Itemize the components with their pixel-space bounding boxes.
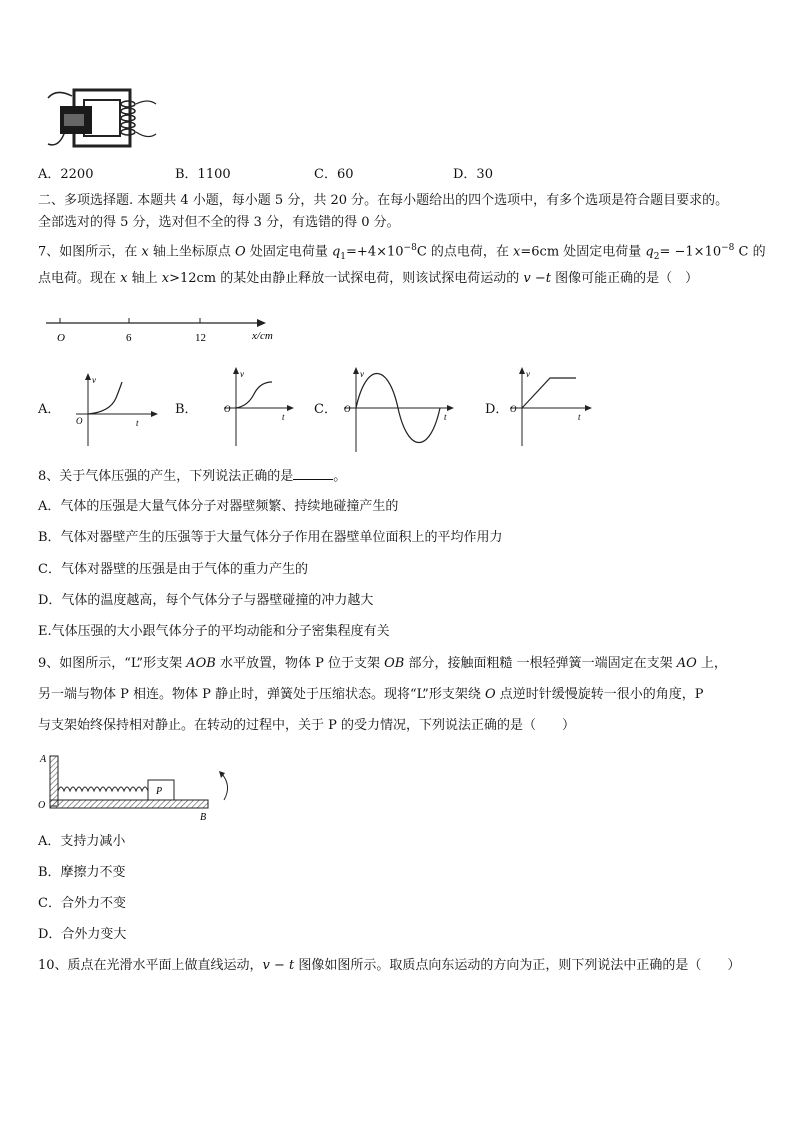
q7-graph-a — [72, 372, 162, 452]
q8-option-a[interactable]: A．气体的压强是大量气体分子对器壁频繁、持续地碰撞产生的 — [38, 499, 399, 514]
q7-var: x — [120, 271, 128, 286]
q7-text: 轴上坐标原点 — [148, 244, 236, 260]
q8-option-e[interactable]: E.气体压强的大小跟气体分子的平均动能和分子密集程度有关 — [38, 624, 390, 639]
q7-graph-d — [506, 366, 598, 452]
q9-text: 另一端与物体 P 相连。物体 P 静止时，弹簧处于压缩状态。现将“L”形支架绕 — [38, 687, 485, 702]
axis-unit-label: x/cm — [252, 330, 273, 342]
q6-option-d[interactable]: D．30 — [453, 167, 493, 182]
q7-text: = −1×10 — [659, 244, 722, 260]
q7-stem-line1 — [38, 239, 766, 266]
q9-var: O — [484, 687, 496, 702]
label-p: P — [156, 786, 163, 797]
q10-var: v − t — [262, 958, 295, 973]
q7-text: C 的点电荷，在 — [416, 244, 514, 260]
q7-option-d[interactable]: D． — [485, 402, 509, 417]
q9-stem-line3: 与支架始终保持相对静止。在转动的过程中，关于 P 的受力情况，下列说法正确的是（ ） — [38, 718, 576, 733]
q8-option-d[interactable]: D．气体的温度越高，每个气体分子与器壁碰撞的冲力越大 — [38, 593, 374, 608]
graph-t-label: t — [136, 418, 139, 428]
q6-option-b[interactable]: B．1100 — [175, 167, 231, 182]
q7-text: >12cm 的某处由静止释放一试探电荷，则该试探电荷运动的 — [169, 271, 524, 286]
q7-graph-b — [220, 366, 300, 452]
q7-text: 如图所示，在 — [59, 244, 142, 260]
q7-var: v — [523, 271, 531, 286]
q8-text: 。 — [333, 469, 347, 484]
q7-stem-line2 — [38, 270, 698, 288]
q7-exp: −8 — [721, 243, 735, 253]
x-axis-arrow-icon — [257, 319, 266, 327]
answer-blank[interactable] — [293, 467, 333, 480]
q7-text: =6cm 处固定电荷量 — [520, 244, 646, 260]
q9-text: 部分，接触面粗糙 一根轻弹簧一端固定在支架 — [404, 656, 677, 671]
axis-label-6: 6 — [126, 332, 132, 344]
q7-option-a[interactable]: A． — [38, 402, 61, 417]
label-b: B — [200, 812, 207, 822]
graph-t-label: t — [444, 412, 447, 422]
q9-l-bracket-figure — [36, 748, 246, 822]
q10-text: 10、质点在光滑水平面上做直线运动， — [38, 958, 263, 973]
section2-instruction-line1: 二、多项选择题. 本题共 4 小题，每小题 5 分，共 20 分。在每小题给出的四个选项中，有多个选项是符合题目要求的。 — [38, 193, 729, 208]
q7-option-b[interactable]: B． — [175, 402, 198, 417]
q9-option-a[interactable]: A．支持力减小 — [38, 834, 126, 849]
q6-option-c[interactable]: C．60 — [314, 167, 354, 182]
q6-option-a[interactable]: A．2200 — [38, 167, 94, 182]
q7-var: q — [645, 244, 654, 260]
q10-text: 图像如图所示。取质点向东运动的方向为正，则下列说法中正确的是（ ） — [294, 958, 741, 973]
q7-text: C 的 — [734, 244, 766, 260]
q9-option-c[interactable]: C．合外力不变 — [38, 896, 126, 911]
q8-option-b[interactable]: B．气体对器壁产生的压强等于大量气体分子作用在器壁单位面积上的平均作用力 — [38, 530, 503, 545]
q9-stem-line1 — [38, 655, 727, 673]
q9-var: OB — [384, 656, 405, 671]
axis-label-12: 12 — [195, 332, 206, 344]
q7-text: 轴上 — [127, 271, 162, 286]
q7-var: t — [545, 271, 552, 286]
q8-text: 8、关于气体压强的产生，下列说法正确的是 — [38, 469, 294, 484]
q9-var: AOB — [186, 656, 216, 671]
q7-var: x — [161, 271, 170, 286]
q7-exp: −8 — [403, 243, 417, 253]
graph-v-label: v — [92, 375, 96, 385]
q10-stem — [38, 957, 740, 975]
q7-var: x — [513, 244, 521, 260]
q9-option-b[interactable]: B．摩擦力不变 — [38, 865, 126, 880]
q7-sub: 2 — [653, 251, 660, 262]
q9-text: 水平放置，物体 P 位于支架 — [215, 656, 385, 671]
q7-number: 7、 — [38, 244, 60, 260]
label-a: A — [40, 754, 47, 765]
rotation-arrow-icon — [222, 774, 228, 800]
graph-origin-label: O — [510, 404, 517, 414]
q9-text: 点逆时针缓慢旋转一很小的角度，P — [495, 687, 704, 702]
q7-sub: 1 — [340, 251, 347, 262]
q9-var: AO — [676, 656, 697, 671]
q7-option-c[interactable]: C． — [314, 402, 337, 417]
q7-text: 处固定电荷量 — [245, 244, 332, 260]
q7-text: 图像可能正确的是（ ） — [551, 271, 699, 286]
q7-graph-c — [340, 366, 460, 456]
section2-instruction-line2: 全部选对的得 5 分，选对但不全的得 3 分，有选错的得 0 分。 — [38, 215, 400, 230]
q7-var: q — [331, 244, 341, 260]
horizontal-arm-ob — [50, 800, 208, 808]
graph-v-label: v — [240, 369, 244, 379]
q7-text: 点电荷。现在 — [38, 271, 121, 286]
q8-stem — [38, 467, 346, 486]
q8-option-c[interactable]: C．气体对器壁的压强是由于气体的重力产生的 — [38, 562, 308, 577]
graph-origin-label: O — [224, 404, 231, 414]
vertical-arm-ao — [50, 756, 58, 806]
q9-text: 9、如图所示，“L”形支架 — [38, 656, 187, 671]
label-o: O — [38, 800, 46, 811]
q7-var: x — [141, 244, 149, 260]
q9-option-d[interactable]: D．合外力变大 — [38, 927, 127, 942]
axis-label-origin: O — [57, 332, 65, 344]
q9-stem-line2 — [38, 686, 704, 704]
graph-v-label: v — [526, 369, 530, 379]
q7-text: =+4×10 — [346, 244, 404, 260]
graph-v-label: v — [360, 369, 364, 379]
q7-axis-figure — [40, 312, 290, 348]
graph-origin-label: O — [344, 404, 351, 414]
q9-text: 上， — [696, 656, 727, 671]
transformer-figure — [44, 84, 164, 154]
q7-var: O — [235, 244, 246, 260]
q7-text: − — [530, 271, 546, 286]
graph-origin-label: O — [76, 416, 83, 426]
graph-t-label: t — [282, 412, 285, 422]
graph-t-label: t — [578, 412, 581, 422]
